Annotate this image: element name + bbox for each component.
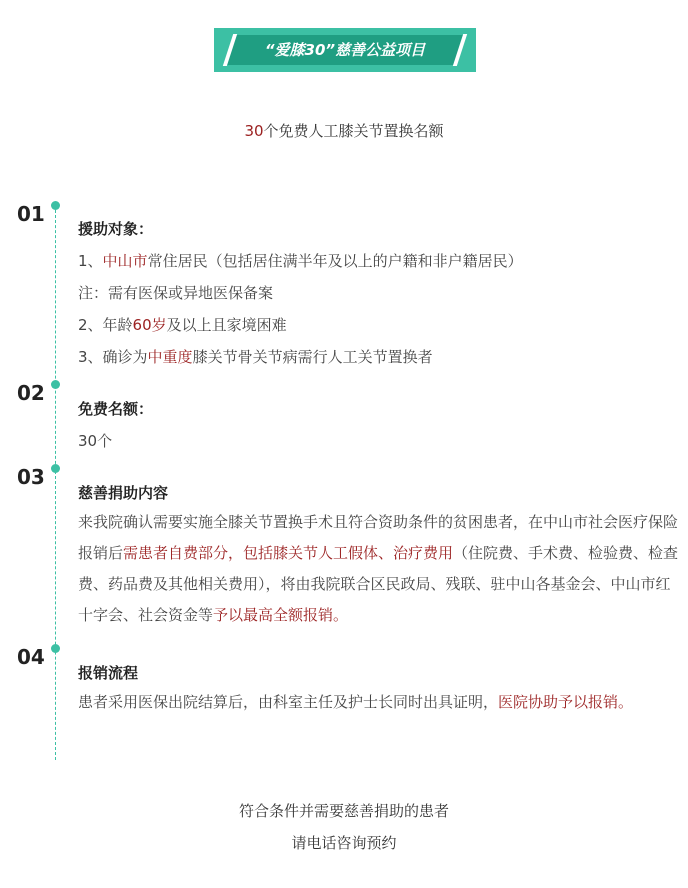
section-title-03: 慈善捐助内容 <box>78 484 169 502</box>
timeline-dot-2 <box>51 380 60 389</box>
eligibility-line-2-prefix: 2、年龄 <box>78 316 133 334</box>
donation-content-paragraph <box>78 507 680 631</box>
eligibility-line-3-prefix: 3、确诊为 <box>78 348 148 366</box>
timeline-dot-3 <box>51 464 60 473</box>
eligibility-line-3 <box>78 346 433 367</box>
eligibility-line-2-highlight: 60岁 <box>132 316 167 334</box>
banner-title: “爱膝30”慈善公益项目 <box>264 41 426 59</box>
section-number-02: 02 <box>17 381 45 405</box>
eligibility-line-1 <box>78 250 523 271</box>
reimbursement-paragraph <box>78 687 680 718</box>
eligibility-line-2 <box>78 314 287 335</box>
eligibility-line-3-rest: 膝关节骨关节病需行人工关节置换者 <box>192 348 433 366</box>
title-banner <box>214 28 476 72</box>
subtitle-number: 30 <box>244 122 264 140</box>
donation-text-1: 来我院确认需要实施全膝关节置换手术且符合资助条件的贫困患者，在中山市社会医疗保险报销后 <box>78 513 679 562</box>
quota-value: 30个 <box>78 432 113 450</box>
section-title-02: 免费名额： <box>78 400 154 418</box>
reimbursement-highlight: 医院协助予以报销。 <box>498 693 634 711</box>
timeline-dot-4 <box>51 644 60 653</box>
reimbursement-text: 患者采用医保出院结算后，由科室主任及护士长同时出具证明， <box>78 693 499 711</box>
eligibility-line-2-rest: 及以上且家境困难 <box>166 316 287 334</box>
footer-line-1: 符合条件并需要慈善捐助的患者 <box>238 802 449 820</box>
eligibility-line-3-highlight: 中重度 <box>147 348 193 366</box>
timeline-line <box>55 205 56 760</box>
timeline-dot-1 <box>51 201 60 210</box>
section-title-04: 报销流程 <box>78 664 139 682</box>
donation-highlight-1: 需患者自费部分，包括膝关节人工假体、治疗费用 <box>123 544 454 562</box>
footer-line-2: 请电话咨询预约 <box>291 834 397 852</box>
eligibility-line-1-prefix: 1、 <box>78 252 103 270</box>
subtitle-text: 个免费人工膝关节置换名额 <box>263 122 444 140</box>
section-number-03: 03 <box>17 465 45 489</box>
section-number-04: 04 <box>17 645 45 669</box>
eligibility-line-1-rest: 常住居民（包括居住满半年及以上的户籍和非户籍居民） <box>147 252 523 270</box>
subtitle <box>0 120 688 141</box>
eligibility-note: 注：需有医保或异地医保备案 <box>78 284 274 302</box>
section-number-01: 01 <box>17 202 45 226</box>
eligibility-line-1-highlight: 中山市 <box>102 252 148 270</box>
donation-text-2: （住院费、手术费、检验费、检查费、药品费及其他相关费用），将由我院联合区民政局、残联、驻中山各基金会、中山市红十字会、社会资金等 <box>78 544 679 624</box>
donation-highlight-2: 予以最高全额报销。 <box>213 606 349 624</box>
section-title-01: 援助对象： <box>78 220 154 238</box>
